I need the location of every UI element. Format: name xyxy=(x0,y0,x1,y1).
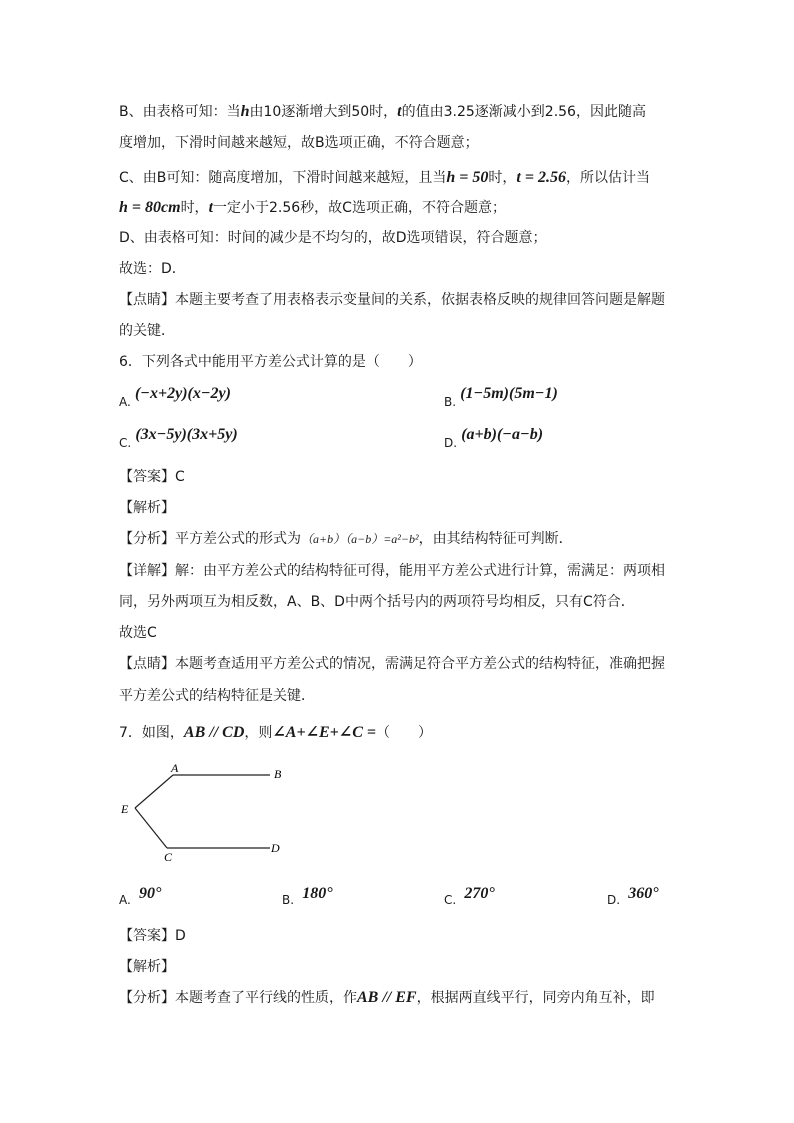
q7-option-d: D. 360° xyxy=(607,885,659,907)
q6-analysis-title: 【解析】 xyxy=(119,500,175,516)
q5-dianjing-cont: 的关键． xyxy=(119,323,175,339)
q6-choose: 故选C xyxy=(119,625,157,641)
q5-option-b-explanation: B、由表格可知：当h由10逐渐增大到50时，t的值由3.25逐渐减小到2.56，因此随高 xyxy=(119,103,646,120)
q5-option-c-explanation-cont: h = 80cm时，t一定小于2.56秒，故C选项正确，不符合题意； xyxy=(119,199,506,216)
q6-answer: 【答案】C xyxy=(119,469,185,485)
parallel-lines-figure xyxy=(115,760,295,870)
q7-option-b: B. 180° xyxy=(282,885,333,907)
label-c: C xyxy=(164,850,173,864)
segment-ea xyxy=(135,775,173,808)
segment-ec xyxy=(135,808,167,848)
q6-detail: 【详解】解：由平方差公式的结构特征可得，能用平方差公式进行计算，需满足：两项相 xyxy=(119,563,665,579)
q5-option-d-explanation: D、由表格可知：时间的减少是不均匀的，故D选项错误，符合题意； xyxy=(119,230,547,246)
q6-stem: 6．下列各式中能用平方差公式计算的是（ ） xyxy=(119,354,422,370)
q7-answer: 【答案】D xyxy=(119,928,186,944)
q7-analysis-title: 【解析】 xyxy=(119,959,175,975)
q6-option-a: A. (−x+2y)(x−2y) xyxy=(119,385,231,409)
q6-option-b: B. (1−5m)(5m−1) xyxy=(444,385,558,409)
q6-dianjing-cont: 平方差公式的结构特征是关键． xyxy=(119,688,315,704)
q5-option-c-explanation: C、由B可知：随高度增加，下滑时间越来越短，且当h = 50时，t = 2.56，所以估计当 xyxy=(119,169,650,186)
q7-fenxi: 【分析】本题考查了平行线的性质，作AB // EF，根据两直线平行，同旁内角互补，即 xyxy=(119,989,655,1006)
label-a: A xyxy=(171,761,179,775)
q6-dianjing: 【点睛】本题考查适用平方差公式的情况，需满足符合平方差公式的结构特征，准确把握 xyxy=(119,656,665,672)
q6-option-c: C. (3x−5y)(3x+5y) xyxy=(119,426,238,450)
q5-dianjing: 【点睛】本题主要考查了用表格表示变量间的关系，依据表格反映的规律回答问题是解题 xyxy=(119,292,665,308)
q6-option-d: D. (a+b)(−a−b) xyxy=(444,426,544,450)
q7-stem: 7．如图，AB // CD，则∠A+∠E+∠C =（ ） xyxy=(119,724,432,741)
q6-detail-cont: 同，另外两项互为相反数，A、B、D中两个括号内的两项符号均相反，只有C符合． xyxy=(119,594,635,610)
label-d: D xyxy=(271,841,280,855)
q7-option-a: A. 90° xyxy=(119,885,162,907)
label-b: B xyxy=(274,767,282,781)
q5-option-b-explanation-cont: 度增加，下滑时间越来越短，故B选项正确，不符合题意； xyxy=(119,135,479,151)
q6-fenxi: 【分析】平方差公式的形式为（a+b）（a−b）=a²−b²，由其结构特征可判断． xyxy=(119,531,573,547)
q5-choose: 故选：D． xyxy=(119,261,186,277)
label-e: E xyxy=(121,802,129,816)
q7-option-c: C. 270° xyxy=(444,885,495,907)
